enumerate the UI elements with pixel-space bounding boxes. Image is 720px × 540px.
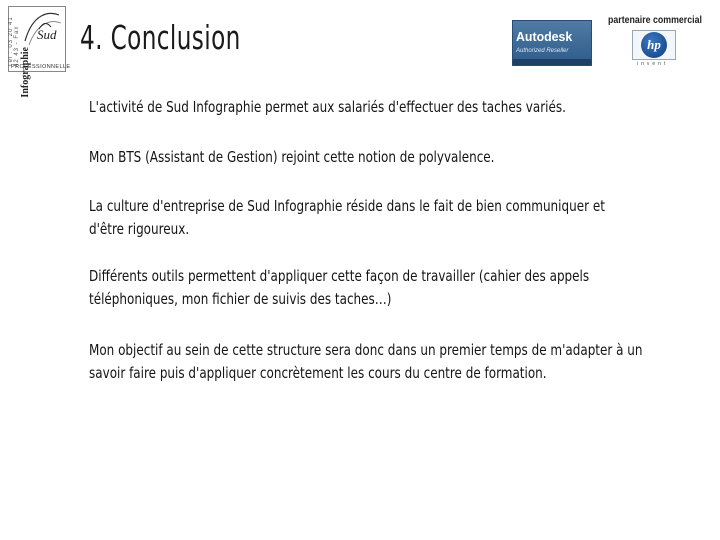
hp-logo: [632, 30, 676, 60]
page-title: 4. Conclusion: [80, 18, 241, 57]
logo-swoosh-icon: [19, 9, 65, 49]
paragraph-bts: [89, 146, 495, 169]
paragraph-line: savoir faire puis d'appliquer concrètement les cours du centre de formation.: [89, 364, 547, 382]
paragraph-line: La culture d'entreprise de Sud Infographie réside dans le fait de bien communiquer et: [89, 197, 605, 215]
paragraph-line: Mon objectif au sein de cette structure sera donc dans un premier temps de m'adapter à un: [89, 341, 643, 359]
paragraph-line: d'être rigoureux.: [89, 220, 190, 238]
paragraph-outils: [89, 265, 589, 311]
hp-mark: hp: [641, 32, 667, 58]
autodesk-logo: [512, 20, 592, 66]
paragraph-line: Différents outils permettent d'appliquer cette façon de travailler (cahier des appels: [89, 267, 590, 285]
paragraph-line: téléphoniques, mon fichier de suivis des taches…): [89, 290, 392, 308]
logo-side-text: Tél : 03 20 41 42 43 - Fax: [8, 16, 20, 67]
paragraph-culture: [89, 195, 605, 241]
paragraph-activite: [89, 96, 566, 119]
paragraph-line: Mon BTS (Assistant de Gestion) rejoint cette notion de polyvalence.: [89, 148, 495, 166]
autodesk-bar: [513, 59, 591, 65]
logo-brand-word: Infographie: [20, 47, 31, 98]
autodesk-name: Autodesk: [516, 29, 573, 44]
paragraph-line: L'activité de Sud Infographie permet aux salariés d'effectuer des taches variés.: [89, 98, 566, 116]
paragraph-objectif: [89, 339, 642, 385]
autodesk-sub: Authorized Reseller: [516, 48, 569, 54]
hp-sub: invent: [637, 61, 669, 67]
logo-script-text: Sud: [37, 27, 57, 42]
partner-label: partenaire commercial: [608, 15, 702, 26]
company-logo: [8, 6, 71, 98]
logo-bottom-text: PROFESSIONNELLE: [11, 64, 71, 70]
